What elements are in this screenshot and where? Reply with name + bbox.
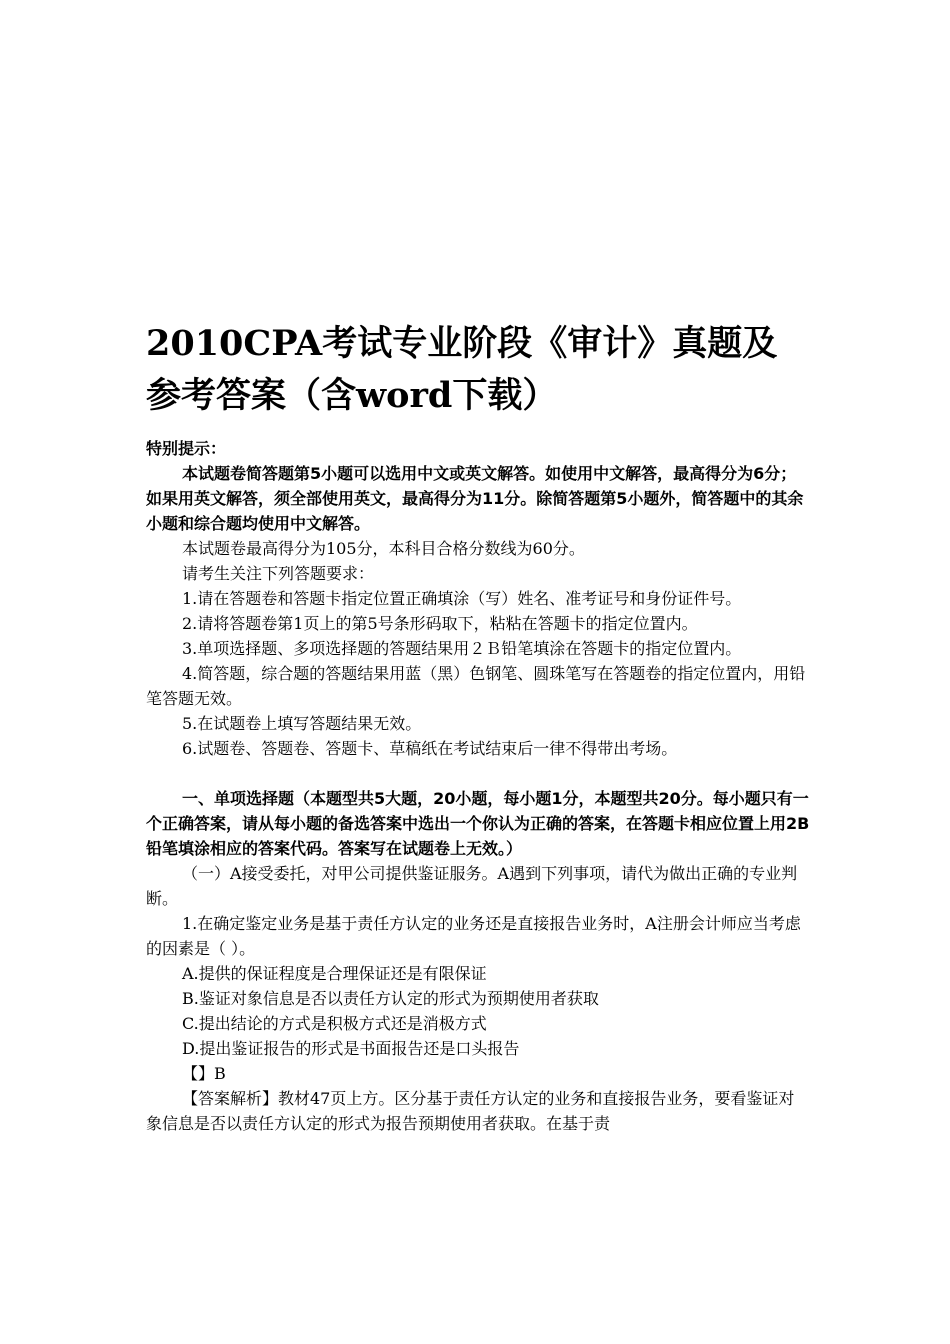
answer-key: 【】B (182, 1064, 226, 1083)
answer-option: B.鉴证对象信息是否以责任方认定的形式为预期使用者获取 (182, 989, 599, 1008)
question-stem: 1.在确定鉴定业务是基于责任方认定的业务还是直接报告业务时，A注册会计师应当考虑的因素是（ ）。 (146, 914, 801, 958)
notice-label: 特别提示： (146, 439, 227, 458)
section-heading: 一、单项选择题（本题型共5大题，20小题，每小题1分，本题型共20分。每小题只有一个正确答案，请从每小题的备选答案中选出一个你认为正确的答案，在答题卡相应位置上用2B铅笔填涂相应的答案代码。答案写在试题卷上无效。） (146, 789, 810, 858)
requirement-item: 4.简答题，综合题的答题结果用蓝（黑）色钢笔、圆珠笔写在答题卷的指定位置内，用铅笔答题无效。 (146, 664, 806, 708)
requirement-item: 2.请将答题卷第1页上的第5号条形码取下，粘粘在答题卡的指定位置内。 (182, 614, 698, 633)
answer-explanation: 【答案解析】教材47页上方。区分基于责任方认定的业务和直接报告业务，要看鉴证对象信息是否以责任方认定的形式为报告预期使用者获取。在基于责 (146, 1089, 795, 1133)
document-body (146, 318, 810, 1136)
requirement-item: 1.请在答题卷和答题卡指定位置正确填涂（写）姓名、准考证号和身份证件号。 (182, 589, 742, 608)
requirement-item: 6.试题卷、答题卷、答题卡、草稿纸在考试结束后一律不得带出考场。 (182, 739, 678, 758)
requirement-item: 5.在试题卷上填写答题结果无效。 (182, 714, 422, 733)
requirement-item: 3.单项选择题、多项选择题的答题结果用２Ｂ铅笔填涂在答题卡的指定位置内。 (182, 639, 742, 658)
score-line: 本试题卷最高得分为105分，本科目合格分数线为60分。 (182, 539, 585, 558)
answer-option: A.提供的保证程度是合理保证还是有限保证 (182, 964, 487, 983)
blank-line (146, 761, 810, 786)
requirements-intro: 请考生关注下列答题要求： (182, 564, 375, 583)
question-group-intro: （一）A接受委托，对甲公司提供鉴证服务。A遇到下列事项，请代为做出正确的专业判断。 (146, 864, 798, 908)
notice-bold-paragraph: 本试题卷简答题第5小题可以选用中文或英文解答。如使用中文解答，最高得分为6分；如果用英文解答，须全部使用英文，最高得分为11分。除简答题第5小题外，简答题中的其余小题和综合题均使用中文解答。 (146, 464, 804, 533)
document-title: 2010CPA考试专业阶段《审计》真题及参考答案（含word下载） (146, 323, 778, 416)
answer-option: C.提出结论的方式是积极方式还是消极方式 (182, 1014, 487, 1033)
answer-option: D.提出鉴证报告的形式是书面报告还是口头报告 (182, 1039, 520, 1058)
